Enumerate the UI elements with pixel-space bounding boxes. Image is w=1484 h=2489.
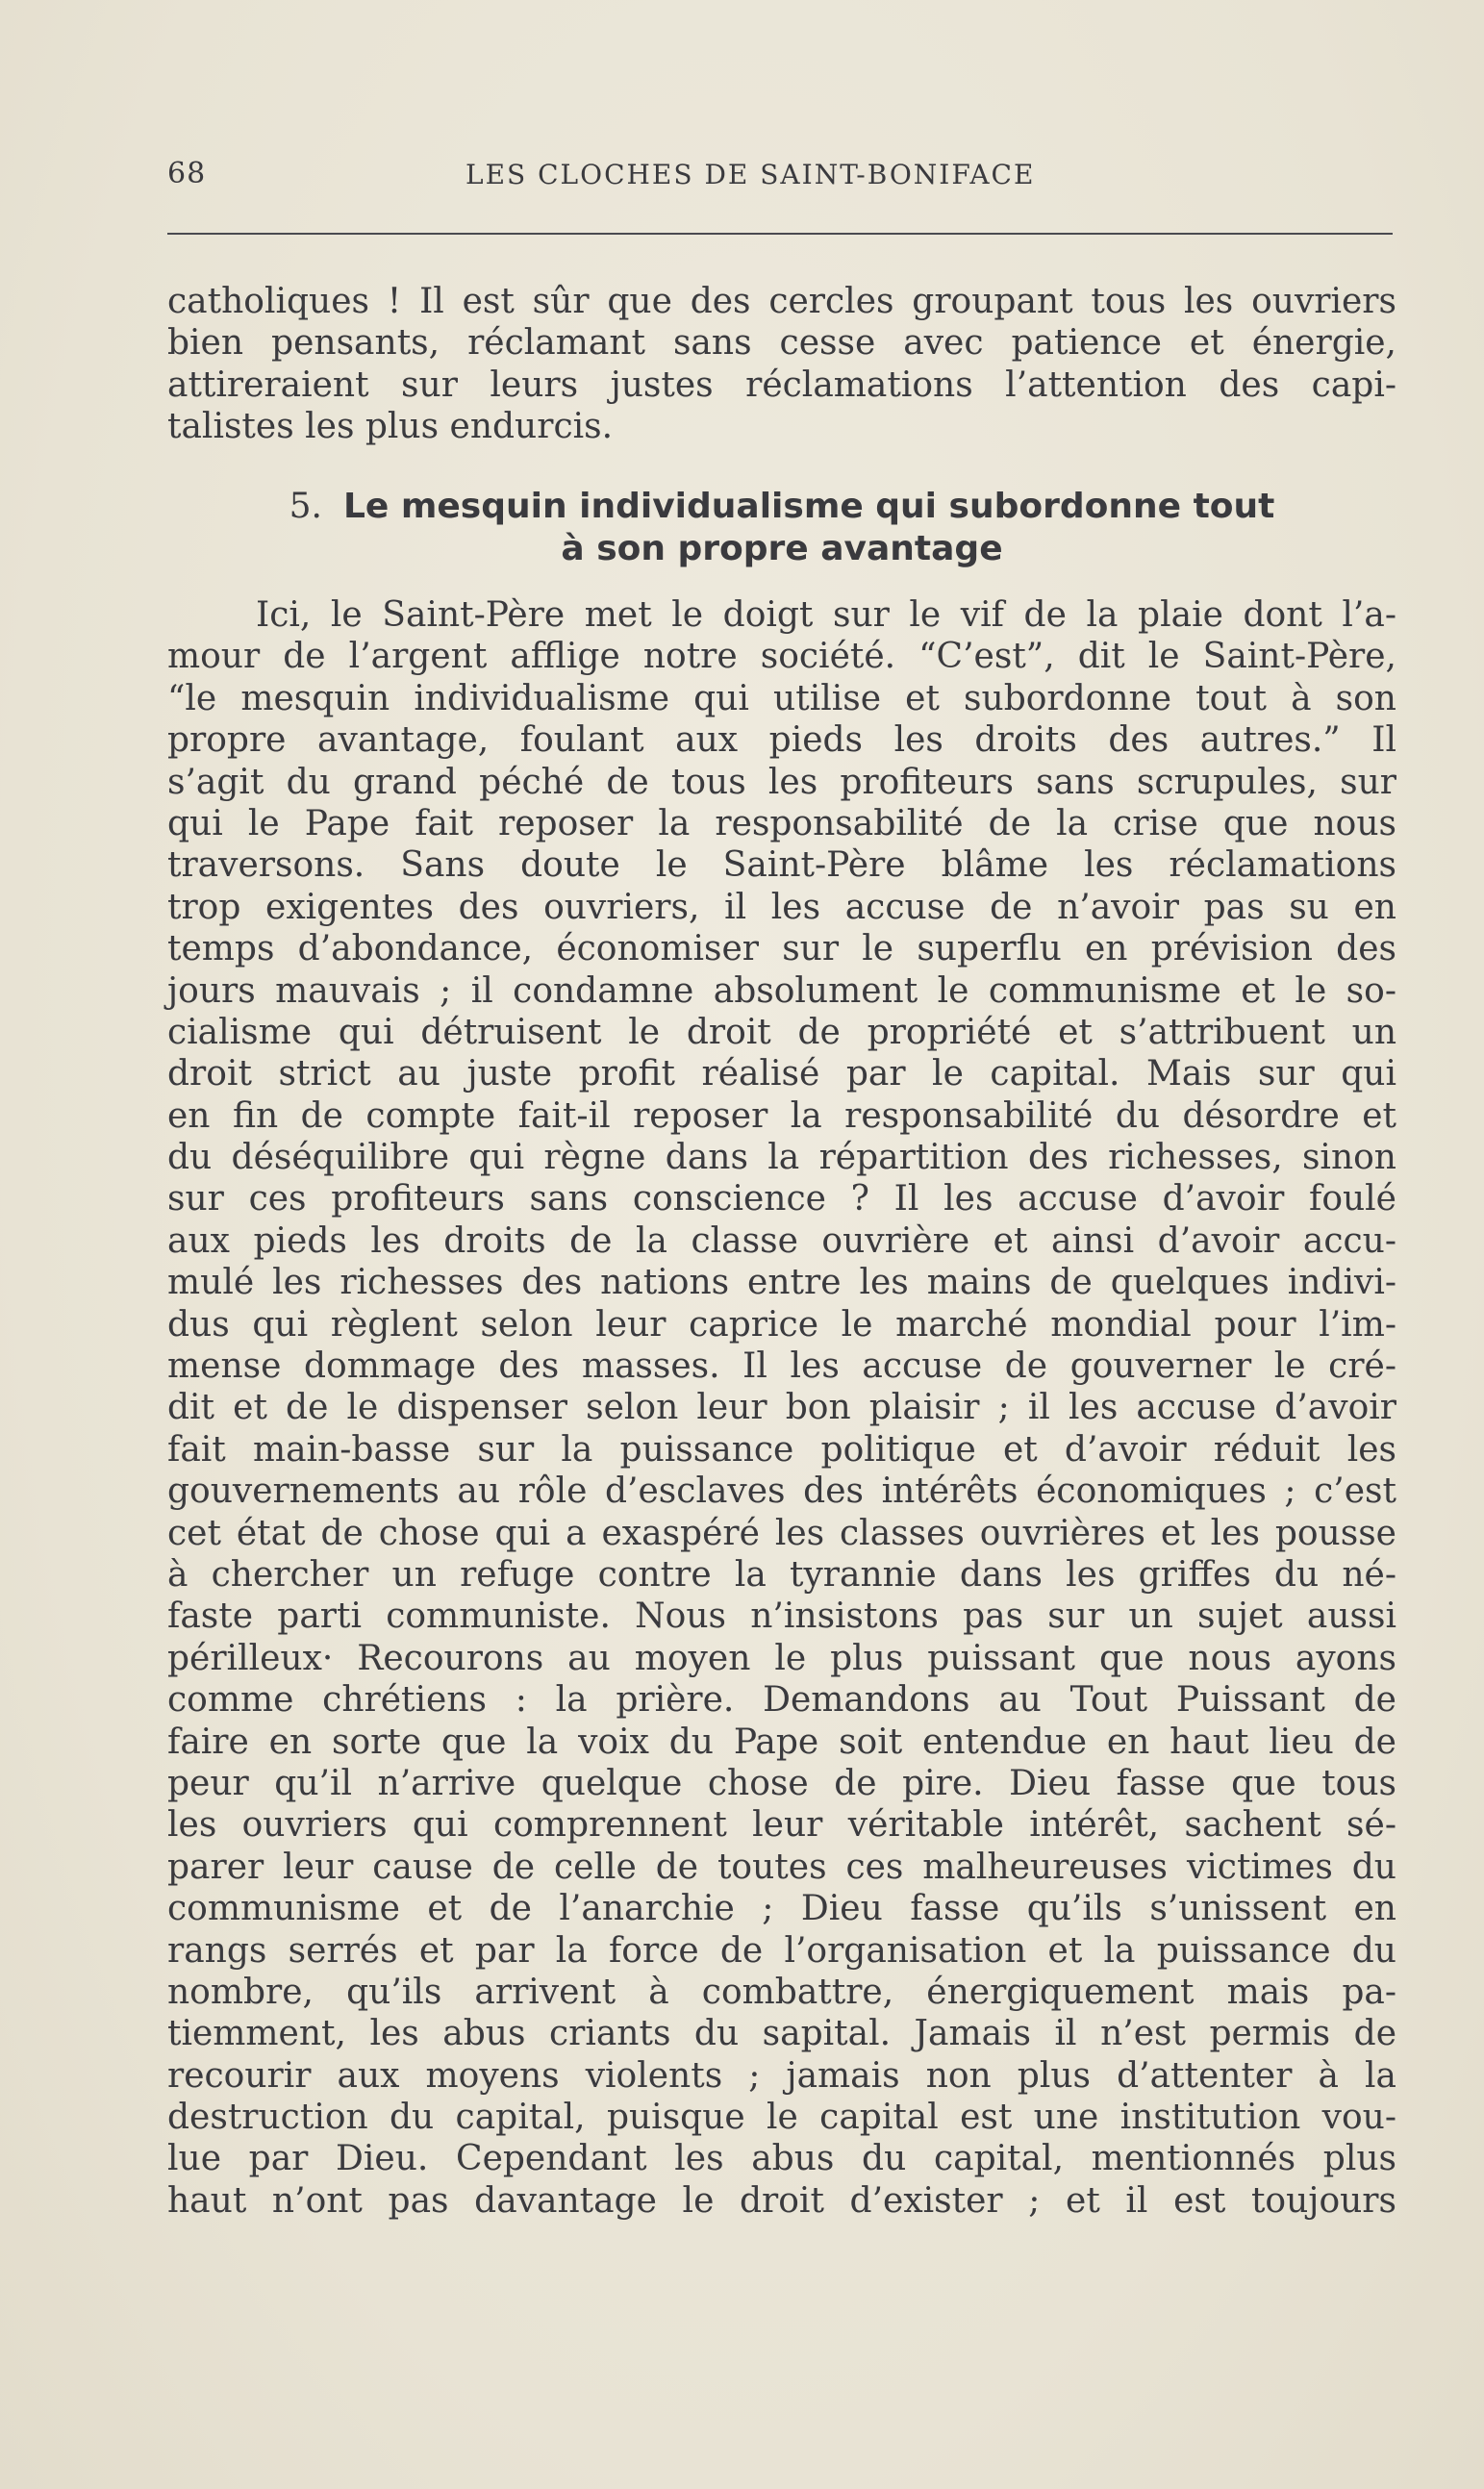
text-line: catholiques ! Il est sûr que des cercles groupant tous les ouvriers [167, 282, 1396, 321]
text-line: tiemment, les abus criants du sapital. Jamais il n’est permis de [167, 2014, 1396, 2054]
text-line: cet état de chose qui a exaspéré les classes ouvrières et les pousse [167, 1513, 1396, 1553]
page-header [167, 157, 1393, 201]
text-line: en fin de compte fait-il reposer la responsabilité du désordre et [167, 1095, 1396, 1136]
text-line: les ouvriers qui comprennent leur véritable intérêt, sachent sé- [167, 1805, 1396, 1846]
text-line: mense dommage des masses. Il les accuse de gouverner le cré- [167, 1346, 1396, 1387]
intro-paragraph [167, 281, 1396, 448]
text-line: s’agit du grand péché de tous les profiteurs sans scrupules, sur [167, 762, 1396, 802]
main-paragraph [167, 594, 1396, 2222]
running-title: LES CLOCHES DE SAINT-BONIFACE [465, 159, 1036, 190]
text-line: traversons. Sans doute le Saint-Père blâme les réclamations [167, 845, 1396, 886]
text-line: talistes les plus endurcis. [167, 407, 614, 447]
text-line: attireraient sur leurs justes réclamations l’attention des capi- [167, 365, 1396, 405]
text-line: cialisme qui détruisent le droit de propriété et s’attribuent un [167, 1012, 1396, 1052]
section-title-part-2: à son propre avantage [561, 529, 1003, 568]
page-number: 68 [167, 157, 207, 190]
text-line: haut n’ont pas davantage le droit d’exister ; et il est toujours [167, 2180, 1396, 2221]
text-line: recourir aux moyens violents ; jamais non plus d’attenter à la [167, 2055, 1396, 2096]
text-line: propre avantage, foulant aux pieds les droits des autres.” Il [167, 720, 1396, 761]
text-line: gouvernements au rôle d’esclaves des intérêts économiques ; c’est [167, 1471, 1396, 1512]
text-line: “le mesquin individualisme qui utilise et subordonne tout à son [167, 678, 1396, 718]
text-line: périlleux· Recourons au moyen le plus puissant que nous ayons [167, 1638, 1396, 1678]
text-line: droit strict au juste profit réalisé par le capital. Mais sur qui [167, 1054, 1396, 1094]
text-line: trop exigentes des ouvriers, il les accuse de n’avoir pas su en [167, 887, 1396, 927]
text-line: à chercher un refuge contre la tyrannie dans les griffes du né- [167, 1554, 1396, 1595]
section-heading-line-1 [167, 486, 1396, 528]
header-rule [167, 233, 1393, 235]
section-heading [167, 486, 1396, 570]
text-line: lue par Dieu. Cependant les abus du capital, mentionnés plus [167, 2139, 1396, 2179]
text-line: Ici, le Saint-Père met le doigt sur le vif de la plaie dont l’a- [256, 595, 1396, 635]
text-line: mulé les richesses des nations entre les mains de quelques indivi- [167, 1263, 1396, 1303]
text-line: jours mauvais ; il condamne absolument le communisme et le so- [167, 970, 1396, 1011]
text-line: aux pieds les droits de la classe ouvrière et ainsi d’avoir accu- [167, 1220, 1396, 1261]
text-line: faire en sorte que la voix du Pape soit entendue en haut lieu de [167, 1722, 1396, 1762]
text-line: bien pensants, réclamant sans cesse avec patience et énergie, [167, 323, 1396, 364]
text-line: dus qui règlent selon leur caprice le marché mondial pour l’im- [167, 1304, 1396, 1345]
text-line: qui le Pape fait reposer la responsabilité de la crise que nous [167, 803, 1396, 843]
text-line: faste parti communiste. Nous n’insistons pas sur un sujet aussi [167, 1596, 1396, 1637]
section-number: 5. [289, 487, 322, 526]
text-line: peur qu’il n’arrive quelque chose de pire. Dieu fasse que tous [167, 1763, 1396, 1803]
text-line: destruction du capital, puisque le capital est une institution vou- [167, 2098, 1396, 2138]
text-line: mour de l’argent afflige notre société. “C’est”, dit le Saint-Père, [167, 637, 1396, 677]
text-line: du déséquilibre qui règne dans la répartition des richesses, sinon [167, 1138, 1396, 1178]
text-line: temps d’abondance, économiser sur le superflu en prévision des [167, 929, 1396, 969]
section-title-part-1: Le mesquin individualisme qui subordonne tout [342, 487, 1275, 526]
text-line: rangs serrés et par la force de l’organisation et la puissance du [167, 1930, 1396, 1971]
text-line: comme chrétiens : la prière. Demandons au Tout Puissant de [167, 1680, 1396, 1721]
text-line: dit et de le dispenser selon leur bon plaisir ; il les accuse d’avoir [167, 1388, 1396, 1428]
text-line: parer leur cause de celle de toutes ces malheureuses victimes du [167, 1847, 1396, 1887]
text-line: sur ces profiteurs sans conscience ? Il les accuse d’avoir foulé [167, 1179, 1396, 1219]
text-line: fait main-basse sur la puissance politique et d’avoir réduit les [167, 1429, 1396, 1470]
text-line: nombre, qu’ils arrivent à combattre, énergiquement mais pa- [167, 1972, 1396, 2012]
text-line: communisme et de l’anarchie ; Dieu fasse qu’ils s’unissent en [167, 1889, 1396, 1929]
